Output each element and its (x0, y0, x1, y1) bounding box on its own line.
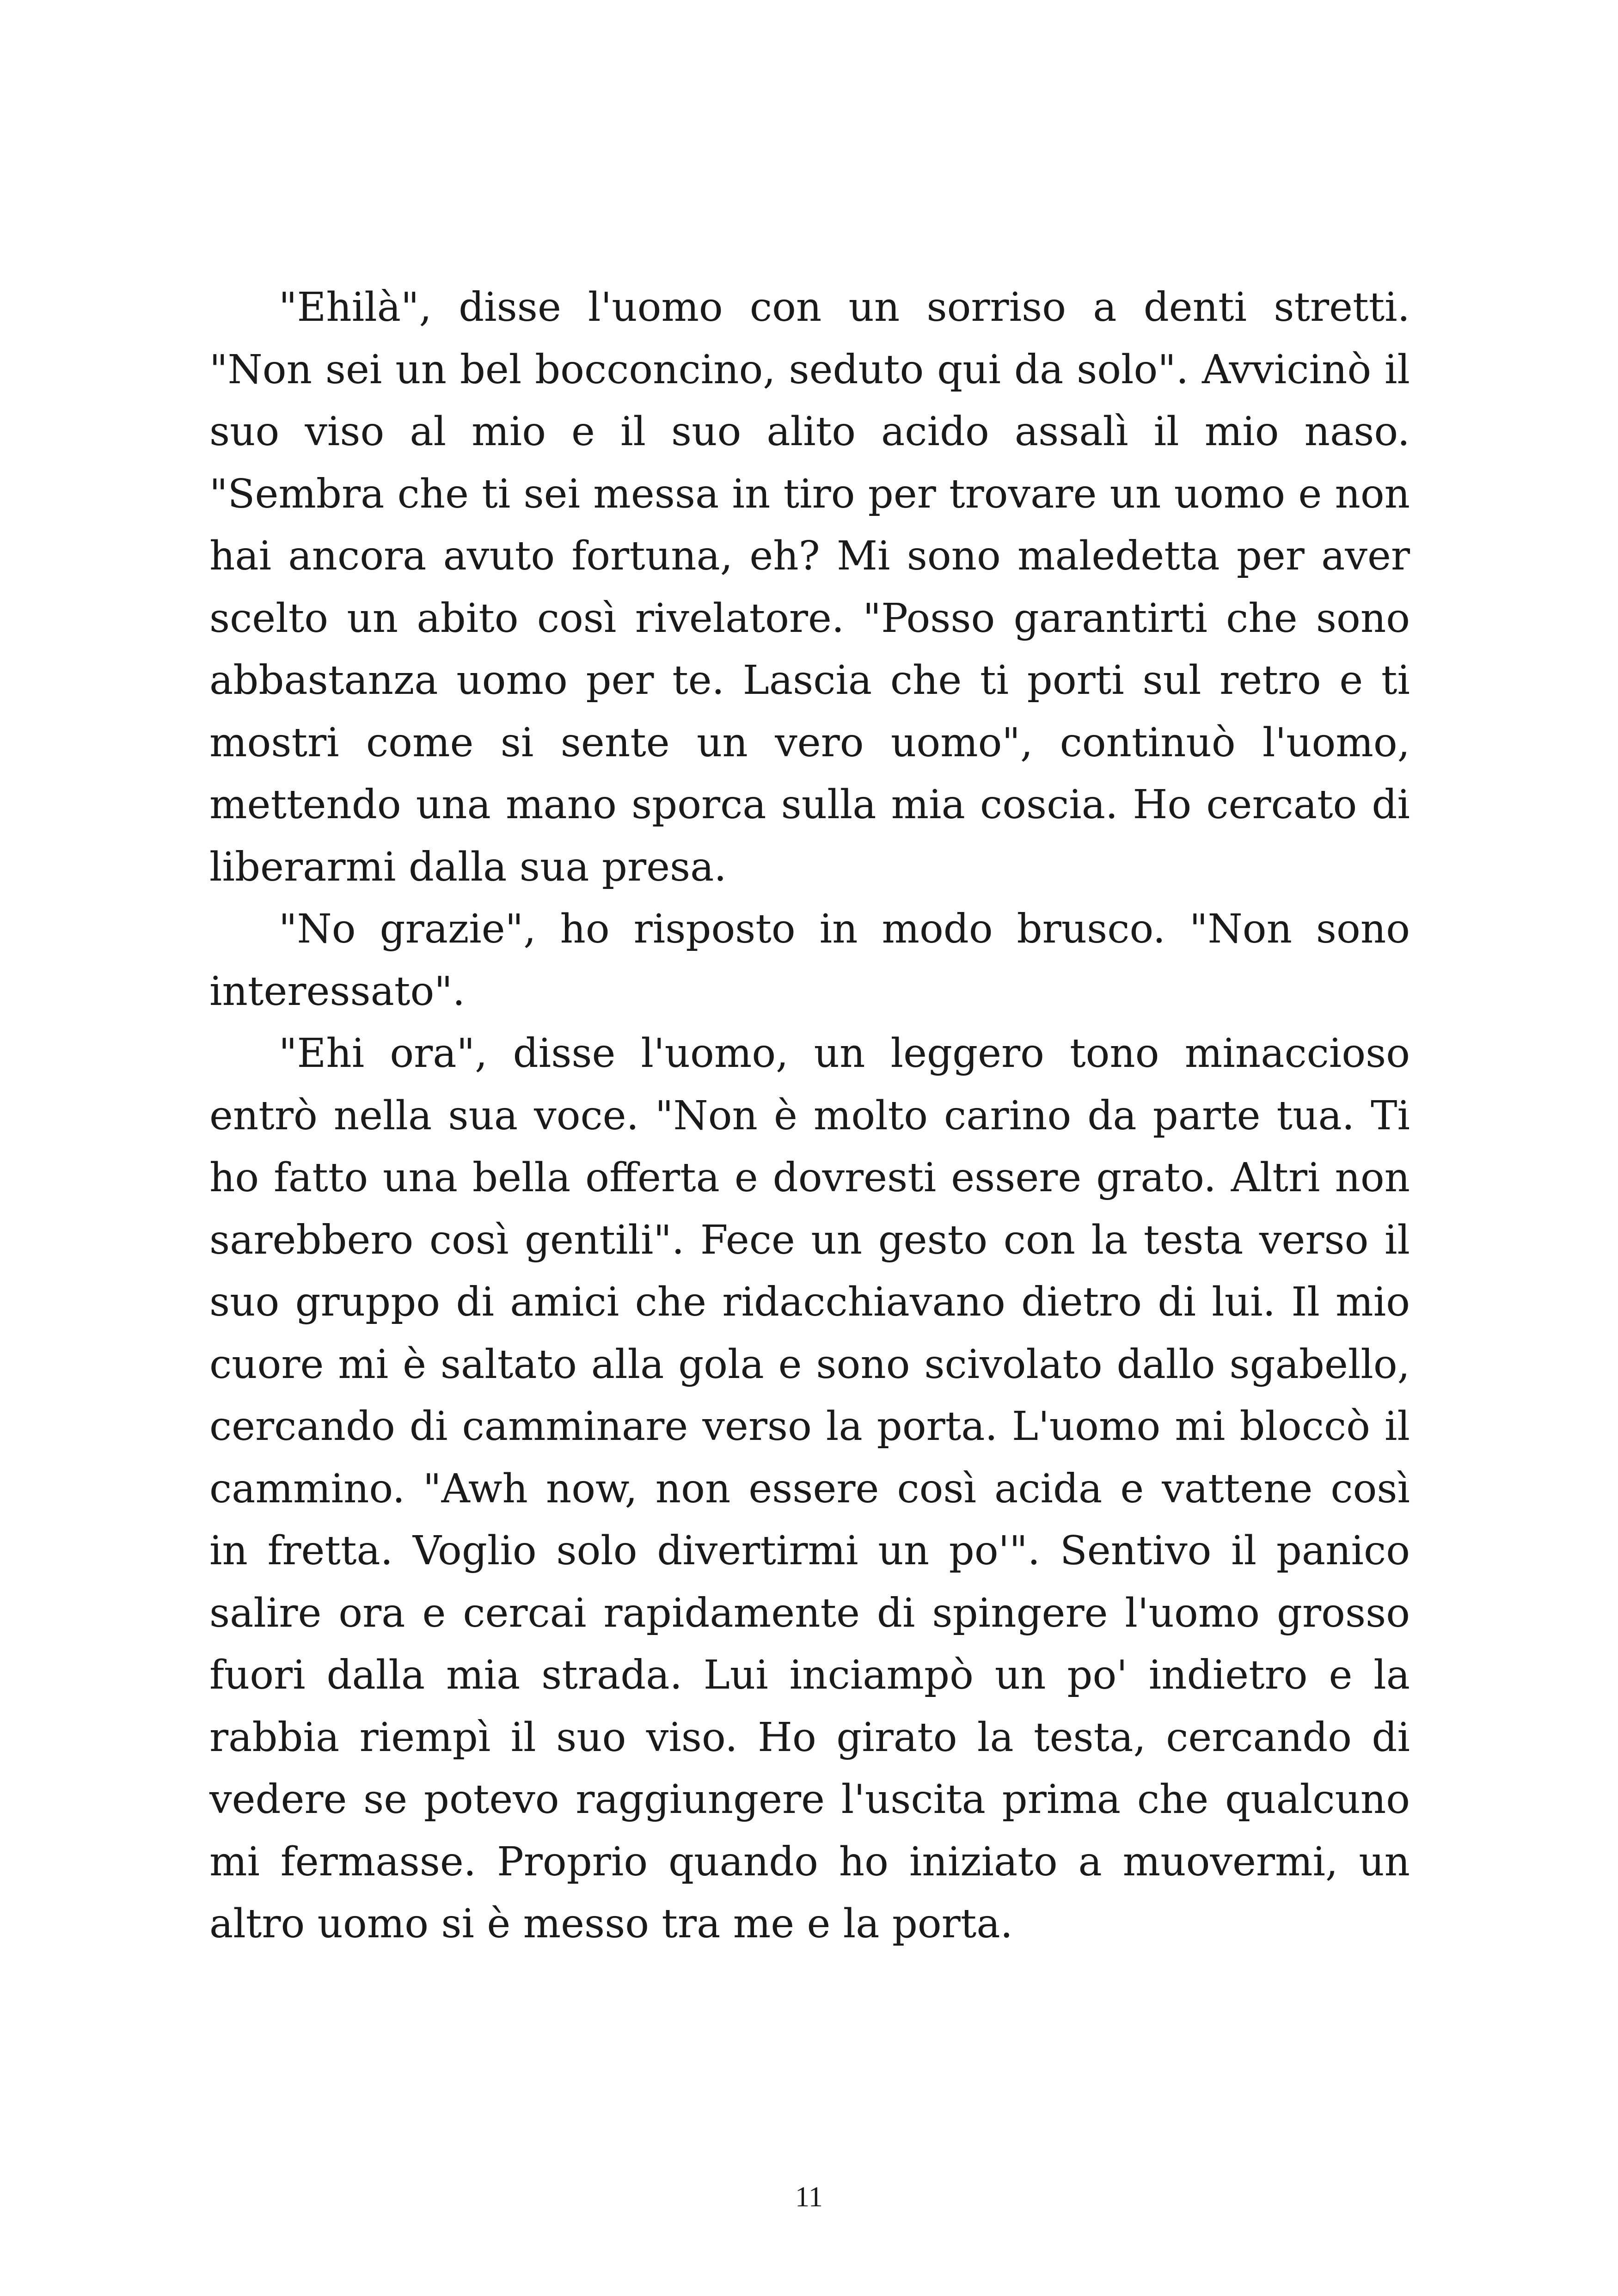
page-number: 11 (795, 2181, 823, 2213)
paragraph-1: "Ehilà", disse l'uomo con un sorriso a denti stretti. "Non sei un bel bocconcino, seduto qui da solo". Avvicinò il suo viso al mio e il suo alito acido assalì il mio naso. "Sembra che ti sei messa in tiro per trovare un uomo e non hai ancora avuto fortuna, eh? Mi sono maledetta per aver scelto un abito così rivelatore. "Posso garantirti che sono abbastanza uomo per te. Lascia che ti porti sul retro e ti mostri come si sente un vero uomo", continuò l'uomo, mettendo una mano sporca sulla mia coscia. Ho cercato di liberarmi dalla sua presa. (209, 284, 1410, 890)
body-text (209, 276, 1410, 1955)
paragraph-2: "No grazie", ho risposto in modo brusco. "Non sono interessato". (209, 906, 1410, 1015)
paragraph-3: "Ehi ora", disse l'uomo, un leggero tono minaccioso entrò nella sua voce. "Non è molto carino da parte tua. Ti ho fatto una bella offerta e dovresti essere grato. Altri non sarebbero così gentili". Fece un gesto con la testa verso il suo gruppo di amici che ridacchiavano dietro di lui. Il mio cuore mi è saltato alla gola e sono scivolato dallo sgabello, cercando di camminare verso la porta. L'uomo mi bloccò il cammino. "Awh now, non essere così acida e vattene così in fretta. Voglio solo divertirmi un po'". Sentivo il panico salire ora e cercai rapidamente di spingere l'uomo grosso fuori dalla mia strada. Lui inciampò un po' indietro e la rabbia riempì il suo viso. Ho girato la testa, cercando di vedere se potevo raggiungere l'uscita prima che qualcuno mi fermasse. Proprio quando ho iniziato a muovermi, un altro uomo si è messo tra me e la porta. (209, 1030, 1410, 1947)
